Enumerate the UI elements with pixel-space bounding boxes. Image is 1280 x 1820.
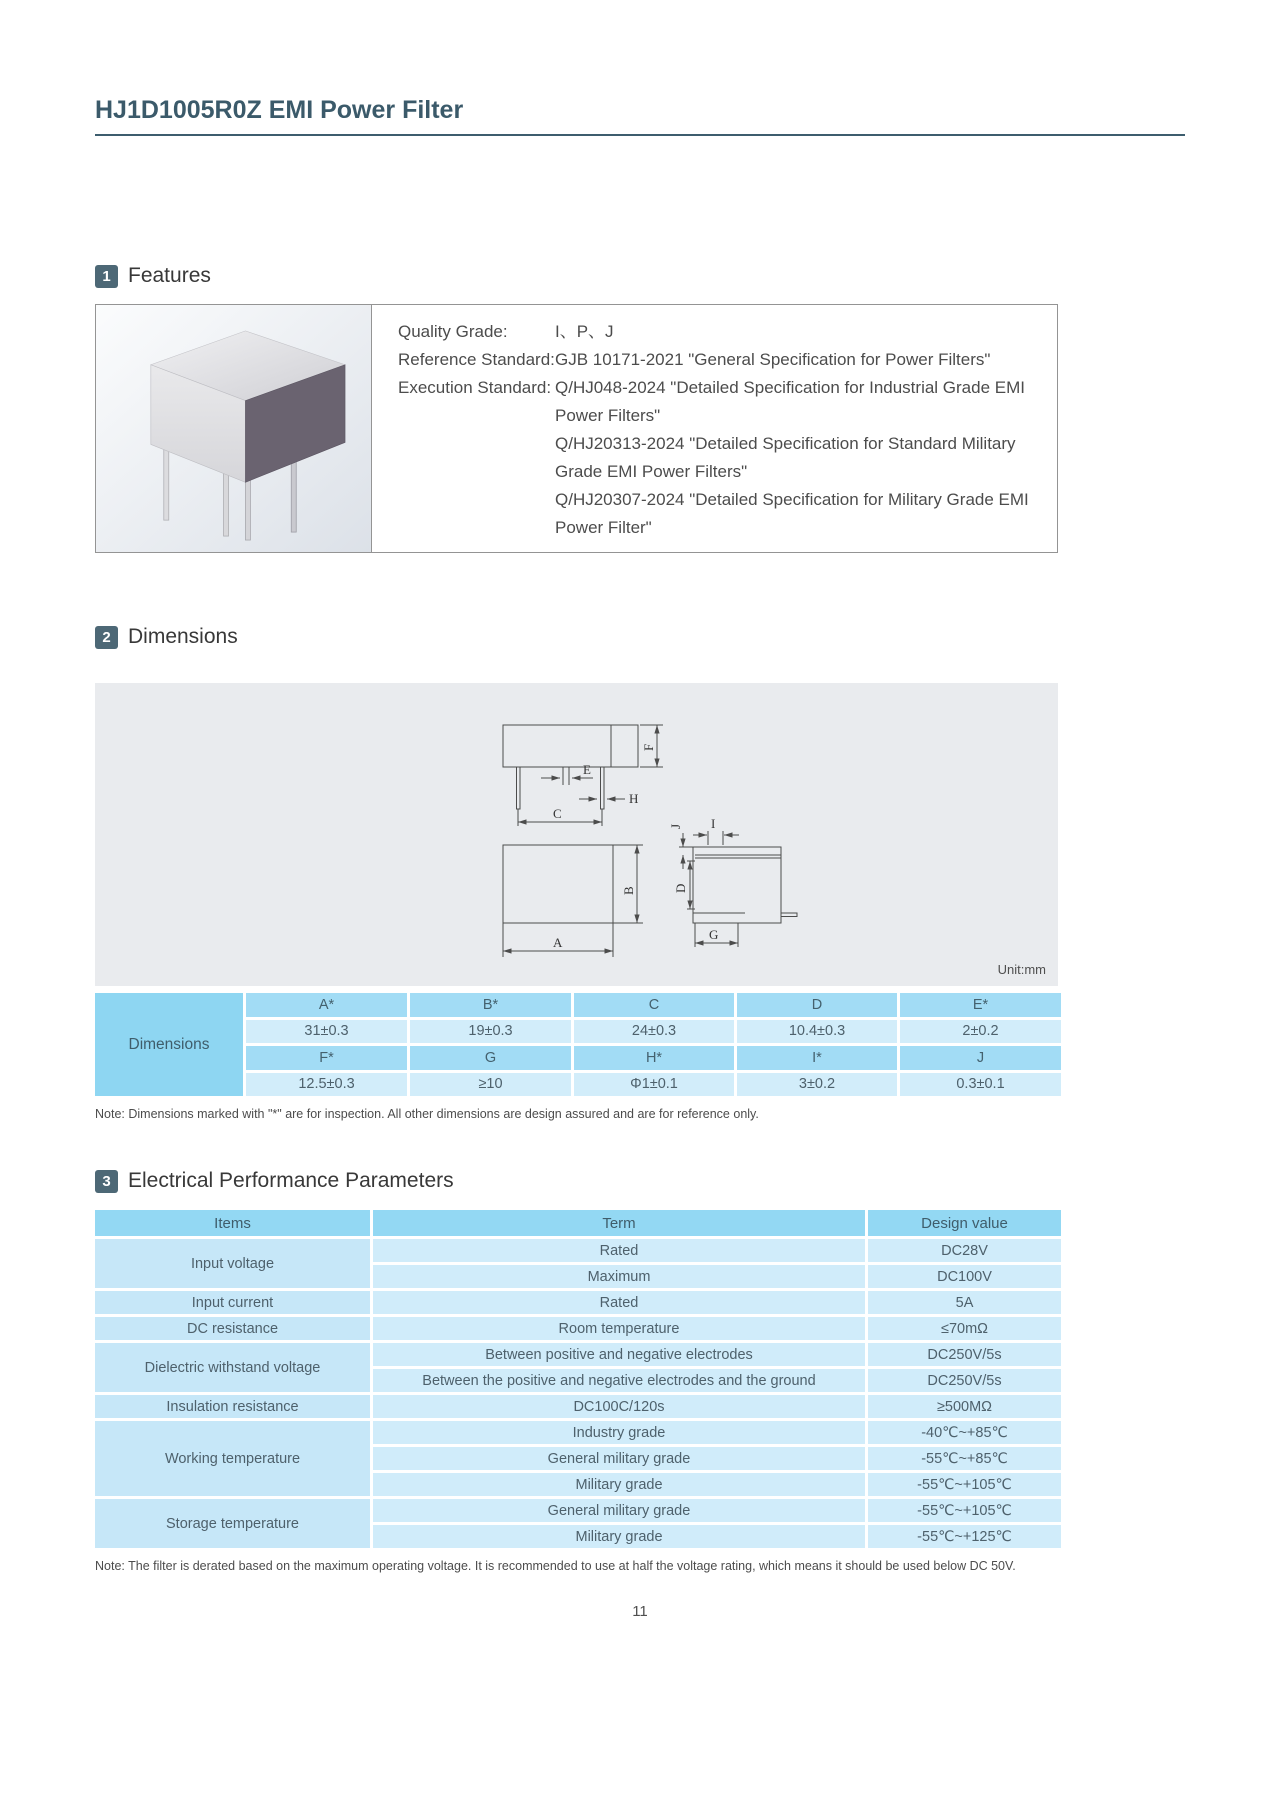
- dim-label-H: H: [629, 791, 639, 806]
- execution-standard-item: Q/HJ20313-2024 "Detailed Specification for Standard Military Grade EMI Power Filters": [555, 434, 1016, 481]
- term-cell: Between the positive and negative electrodes and the ground: [372, 1368, 867, 1394]
- items-cell: Input voltage: [94, 1238, 372, 1290]
- term-cell: Rated: [372, 1290, 867, 1316]
- value-cell: -55℃~+105℃: [867, 1472, 1063, 1498]
- title-divider: [95, 134, 1185, 136]
- items-cell: Dielectric withstand voltage: [94, 1342, 372, 1394]
- dimensions-note: Note: Dimensions marked with "*" are for inspection. All other dimensions are design assured and are for reference only.: [95, 1107, 759, 1121]
- dim-value: Φ1±0.1: [573, 1071, 736, 1098]
- term-cell: Military grade: [372, 1472, 867, 1498]
- electrical-table: [92, 1207, 1064, 1551]
- quality-grade-label: Quality Grade:: [398, 322, 508, 341]
- dim-value: 12.5±0.3: [245, 1071, 409, 1098]
- dim-col-label: H*: [573, 1045, 736, 1072]
- dimensions-row-header: Dimensions: [94, 992, 245, 1098]
- section-number-badge: 2: [95, 626, 118, 649]
- col-header-items: Items: [94, 1209, 372, 1238]
- dimensions-table: [92, 990, 1064, 1099]
- items-cell: Insulation resistance: [94, 1394, 372, 1420]
- col-header-design-value: Design value: [867, 1209, 1063, 1238]
- execution-standard-values: [555, 374, 1043, 542]
- items-cell: DC resistance: [94, 1316, 372, 1342]
- dim-value: 19±0.3: [409, 1018, 573, 1045]
- dim-label-A: A: [553, 935, 563, 950]
- dim-col-label: F*: [245, 1045, 409, 1072]
- value-cell: 5A: [867, 1290, 1063, 1316]
- dim-label-C: C: [553, 806, 562, 821]
- dim-label-E: E: [583, 762, 591, 777]
- value-cell: ≥500MΩ: [867, 1394, 1063, 1420]
- dim-label-B: B: [621, 886, 636, 895]
- col-header-term: Term: [372, 1209, 867, 1238]
- value-cell: -40℃~+85℃: [867, 1420, 1063, 1446]
- value-cell: -55℃~+105℃: [867, 1498, 1063, 1524]
- product-render-graphic: [96, 305, 371, 552]
- dim-col-label: G: [409, 1045, 573, 1072]
- dim-value: 2±0.2: [899, 1018, 1063, 1045]
- quality-grade-value: I、P、J: [555, 322, 614, 341]
- dim-value: 10.4±0.3: [736, 1018, 899, 1045]
- dimensions-section-header: [95, 625, 1280, 649]
- term-cell: Room temperature: [372, 1316, 867, 1342]
- dim-col-label: C: [573, 992, 736, 1019]
- dim-value: 24±0.3: [573, 1018, 736, 1045]
- dimensions-diagram-panel: [95, 683, 1058, 986]
- dim-col-label: D: [736, 992, 899, 1019]
- reference-standard-value: GJB 10171-2021 "General Specification for Power Filters": [555, 350, 991, 369]
- term-cell: Between positive and negative electrodes: [372, 1342, 867, 1368]
- page-title: HJ1D1005R0Z EMI Power Filter: [95, 96, 464, 124]
- dim-value: ≥10: [409, 1071, 573, 1098]
- items-cell: Storage temperature: [94, 1498, 372, 1550]
- dimension-drawing: [443, 695, 903, 965]
- dim-col-label: A*: [245, 992, 409, 1019]
- term-cell: Maximum: [372, 1264, 867, 1290]
- dim-label-D: D: [673, 883, 688, 893]
- electrical-note: Note: The filter is derated based on the maximum operating voltage. It is recommended to use at half the voltage rating, which means it should be used below DC 50V.: [95, 1559, 1016, 1573]
- features-box: [95, 304, 1058, 553]
- dim-label-G: G: [709, 927, 719, 942]
- dim-col-label: I*: [736, 1045, 899, 1072]
- dim-value: 0.3±0.1: [899, 1071, 1063, 1098]
- section-number-badge: 3: [95, 1170, 118, 1193]
- value-cell: DC250V/5s: [867, 1342, 1063, 1368]
- value-cell: DC100V: [867, 1264, 1063, 1290]
- value-cell: -55℃~+125℃: [867, 1524, 1063, 1550]
- term-cell: DC100C/120s: [372, 1394, 867, 1420]
- items-cell: Working temperature: [94, 1420, 372, 1498]
- dim-col-label: J: [899, 1045, 1063, 1072]
- dim-value: 3±0.2: [736, 1071, 899, 1098]
- term-cell: Industry grade: [372, 1420, 867, 1446]
- section-title: Electrical Performance Parameters: [128, 1169, 454, 1192]
- dim-col-label: B*: [409, 992, 573, 1019]
- dim-label-I: I: [711, 816, 716, 831]
- section-title: Features: [128, 264, 211, 287]
- execution-standard-label: Execution Standard:: [398, 378, 552, 397]
- term-cell: General military grade: [372, 1498, 867, 1524]
- features-section-header: [95, 264, 1280, 288]
- dim-value: 31±0.3: [245, 1018, 409, 1045]
- value-cell: -55℃~+85℃: [867, 1446, 1063, 1472]
- reference-standard-label: Reference Standard:: [398, 350, 555, 369]
- features-text: [372, 305, 1057, 552]
- electrical-section-header: [95, 1169, 1280, 1193]
- value-cell: DC28V: [867, 1238, 1063, 1264]
- dim-label-J: J: [668, 823, 683, 829]
- section-number-badge: 1: [95, 265, 118, 288]
- value-cell: ≤70mΩ: [867, 1316, 1063, 1342]
- term-cell: Military grade: [372, 1524, 867, 1550]
- dim-label-F: F: [641, 743, 656, 751]
- term-cell: Rated: [372, 1238, 867, 1264]
- items-cell: Input current: [94, 1290, 372, 1316]
- section-title: Dimensions: [128, 625, 238, 648]
- page-number: 11: [632, 1603, 648, 1620]
- execution-standard-item: Q/HJ20307-2024 "Detailed Specification for Military Grade EMI Power Filter": [555, 490, 1029, 537]
- value-cell: DC250V/5s: [867, 1368, 1063, 1394]
- product-image: [96, 305, 372, 552]
- execution-standard-item: Q/HJ048-2024 "Detailed Specification for Industrial Grade EMI Power Filters": [555, 378, 1025, 425]
- dim-col-label: E*: [899, 992, 1063, 1019]
- unit-label: Unit:mm: [997, 962, 1046, 977]
- term-cell: General military grade: [372, 1446, 867, 1472]
